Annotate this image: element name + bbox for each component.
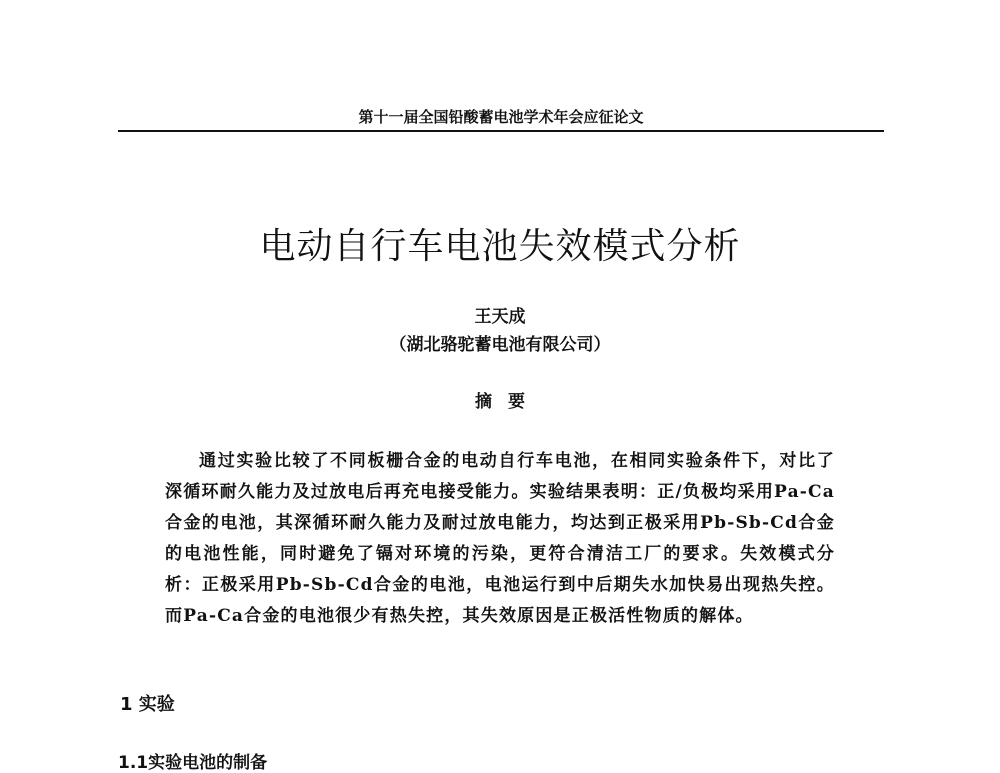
section-heading-experiment: 1 实验 [120, 694, 175, 715]
paper-title: 电动自行车电池失效模式分析 [259, 226, 741, 267]
abstract-heading-text: 摘要 [475, 392, 541, 412]
subsection-heading-battery-preparation: 1.1实验电池的制备 [118, 753, 268, 773]
running-header [118, 96, 884, 132]
abstract-body: 通过实验比较了不同板栅合金的电动自行车电池，在相同实验条件下，对比了深循环耐久能力及过放电后再充电接受能力。实验结果表明：正/负极均采用Pa-Ca合金的电池，其深循环耐久能力及耐过放电能力，均达到正极采用Pb-Sb-Cd合金的电池性能，同时避免了镉对环境的污染，更符合清洁工厂的要求。失效模式分析：正极采用Pb-Sb-Cd合金的电池，电池运行到中后期失水加快易出现热失控。而Pa-Ca合金的电池很少有热失控，其失效原因是正极活性物质的解体。 [165, 451, 835, 626]
author-affiliation: （湖北骆驼蓄电池有限公司） [389, 335, 611, 355]
author-name: 王天成 [474, 307, 526, 327]
running-header-text: 第十一届全国铅酸蓄电池学术年会应征论文 [358, 108, 644, 126]
abstract-heading [0, 387, 1000, 412]
